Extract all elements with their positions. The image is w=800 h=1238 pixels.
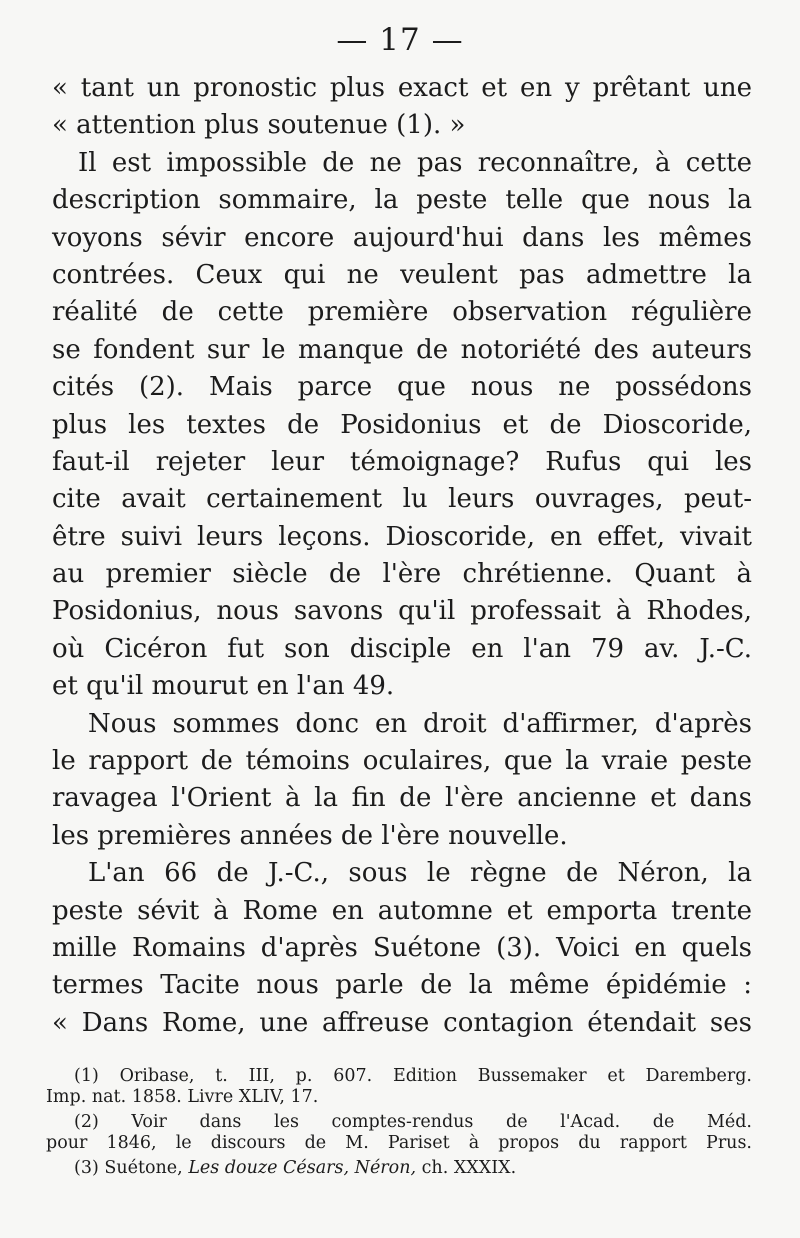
text-line: se fondent sur le manque de notoriété des auteurs	[52, 334, 752, 365]
text-line: Il est impossible de ne pas reconnaître, à cette	[78, 147, 752, 178]
text-line: faut-il rejeter leur témoignage? Rufus qui les	[52, 446, 752, 477]
text-line: contrées. Ceux qui ne veulent pas admettre la	[52, 259, 752, 290]
footnote-2: (2) Voir dans les comptes-rendus de l'Acad. de Méd.	[74, 1112, 752, 1132]
text-line: « Dans Rome, une affreuse contagion étendait ses	[52, 1007, 752, 1038]
footnote-1-continued: Imp. nat. 1858. Livre XLIV, 17.	[46, 1087, 319, 1107]
text-line: le rapport de témoins oculaires, que la vraie peste	[52, 746, 752, 777]
text-line: au premier siècle de l'ère chrétienne. Quant à	[52, 559, 752, 590]
footnote-3-work-title: Néron,	[354, 1158, 417, 1178]
text-line: les premières années de l'ère nouvelle.	[52, 820, 568, 851]
text-line: Nous sommes donc en droit d'affirmer, d'après	[88, 708, 752, 739]
text-line: termes Tacite nous parle de la même épidémie :	[52, 970, 752, 1001]
text-line: « attention plus soutenue (1). »	[52, 110, 466, 141]
page-number: — 17 —	[336, 22, 464, 58]
text-line: cite avait certainement lu leurs ouvrages, peut-	[52, 484, 752, 515]
footnote-1: (1) Oribase, t. III, p. 607. Edition Bussemaker et Daremberg.	[74, 1066, 752, 1086]
footnote-3-suffix: ch. XXXIX.	[421, 1158, 517, 1178]
footnote-3-prefix: (3) Suétone,	[74, 1158, 183, 1178]
text-line: mille Romains d'après Suétone (3). Voici en quels	[52, 932, 752, 963]
text-line: réalité de cette première observation régulière	[52, 297, 752, 328]
text-line: et qu'il mourut en l'an 49.	[52, 671, 395, 702]
text-line: « tant un pronostic plus exact et en y prêtant une	[52, 73, 752, 103]
text-line: ravagea l'Orient à la fin de l'ère ancienne et dans	[52, 783, 752, 814]
body-text	[52, 70, 752, 1042]
text-line: plus les textes de Posidonius et de Dioscoride,	[52, 409, 752, 440]
footnote-3-book-title: Les douze Césars,	[188, 1158, 350, 1178]
text-line: où Cicéron fut son disciple en l'an 79 av. J.-C.	[52, 633, 752, 664]
footnote-2-continued: pour 1846, le discours de M. Pariset à propos du rapport Prus.	[46, 1133, 752, 1153]
text-line: peste sévit à Rome en automne et emporta trente	[52, 895, 752, 926]
text-line: cités (2). Mais parce que nous ne possédons	[52, 372, 752, 403]
footnote-3	[46, 1158, 752, 1179]
text-line: voyons sévir encore aujourd'hui dans les mêmes	[52, 222, 752, 253]
text-line: être suivi leurs leçons. Dioscoride, en effet, vivait	[52, 521, 752, 552]
footnotes	[46, 1066, 752, 1179]
text-line: description sommaire, la peste telle que nous la	[52, 185, 752, 216]
text-line: Posidonius, nous savons qu'il professait à Rhodes,	[52, 596, 752, 627]
text-line: L'an 66 de J.-C., sous le règne de Néron, la	[88, 858, 752, 889]
